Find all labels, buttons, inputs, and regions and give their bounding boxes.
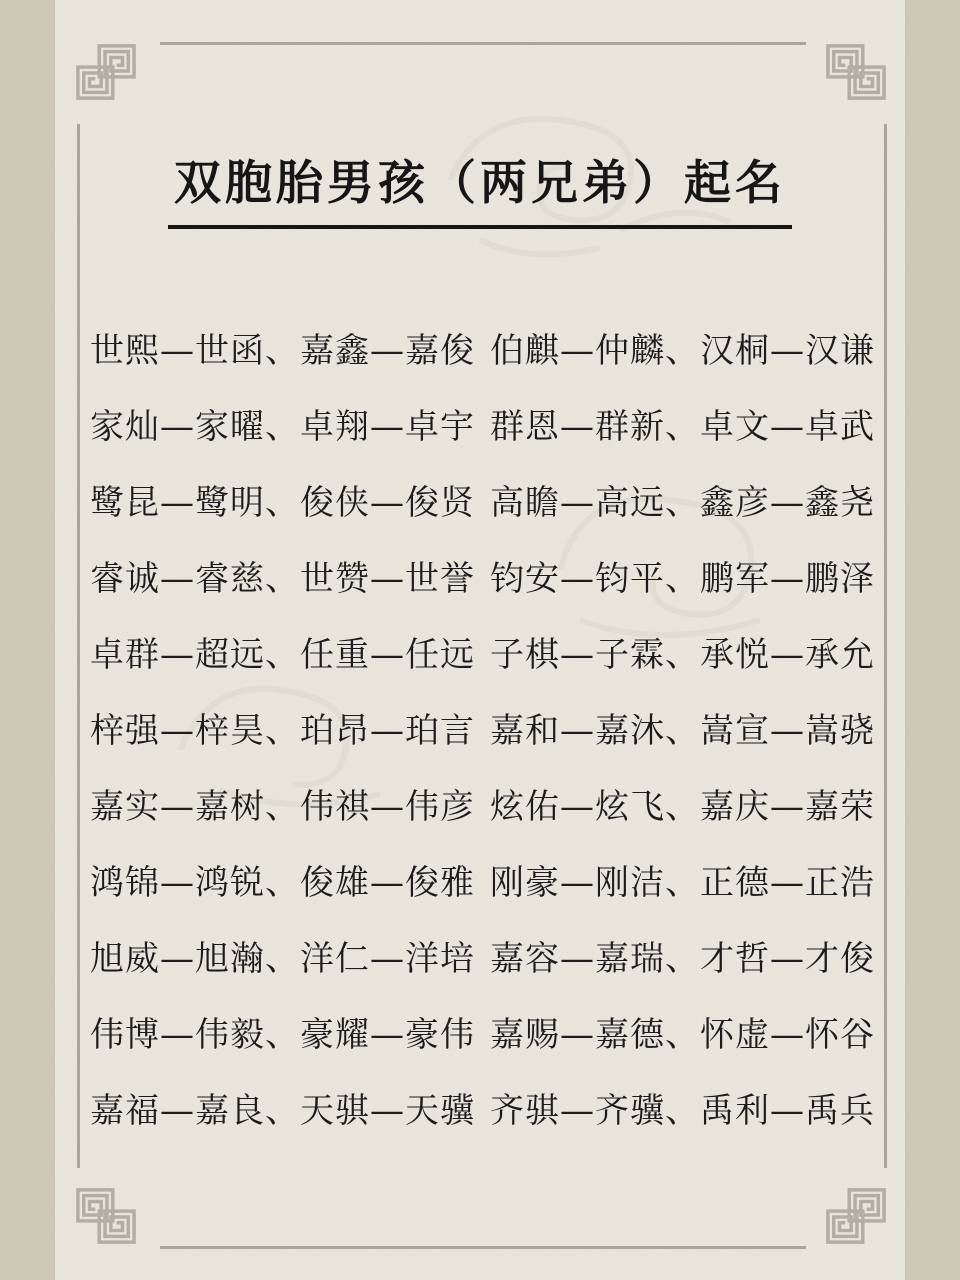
name-pair-row: 嘉赐—嘉德、怀虚—怀谷 bbox=[490, 1014, 875, 1055]
name-pair-row: 钧安—钧平、鹏军—鹏泽 bbox=[490, 558, 875, 599]
name-column-left bbox=[90, 309, 475, 1145]
name-pair-row: 家灿—家曜、卓翔—卓宇 bbox=[90, 406, 475, 447]
name-pair-row: 群恩—群新、卓文—卓武 bbox=[490, 406, 875, 447]
frame-border-right bbox=[884, 124, 887, 1168]
name-pair-row: 齐骐—齐骥、禹利—禹兵 bbox=[490, 1090, 875, 1131]
corner-fret-ornament-icon bbox=[824, 42, 888, 102]
page-title: 双胞胎男孩（两兄弟）起名 bbox=[168, 146, 792, 229]
name-pair-row: 旭威—旭瀚、洋仁—洋培 bbox=[90, 938, 475, 979]
name-pair-row: 嘉实—嘉树、伟祺—伟彦 bbox=[90, 786, 475, 827]
title-container bbox=[0, 146, 960, 229]
corner-fret-ornament-icon bbox=[824, 1186, 888, 1246]
name-column-right bbox=[490, 309, 875, 1145]
name-pair-row: 嘉福—嘉良、天骐—天骥 bbox=[90, 1090, 475, 1131]
corner-fret-ornament-icon bbox=[74, 42, 138, 102]
name-pair-row: 伟博—伟毅、豪耀—豪伟 bbox=[90, 1014, 475, 1055]
name-pair-row: 梓强—梓昊、珀昂—珀言 bbox=[90, 710, 475, 751]
corner-fret-ornament-icon bbox=[74, 1186, 138, 1246]
name-pair-row: 炫佑—炫飞、嘉庆—嘉荣 bbox=[490, 786, 875, 827]
name-pair-row: 鸿锦—鸿锐、俊雄—俊雅 bbox=[90, 862, 475, 903]
name-pair-row: 卓群—超远、任重—任远 bbox=[90, 634, 475, 675]
frame-border-left bbox=[77, 124, 80, 1168]
name-pair-row: 世熙—世函、嘉鑫—嘉俊 bbox=[90, 330, 475, 371]
frame-border-bottom bbox=[160, 1246, 806, 1249]
name-pair-row: 嘉容—嘉瑞、才哲—才俊 bbox=[490, 938, 875, 979]
name-pair-row: 刚豪—刚洁、正德—正浩 bbox=[490, 862, 875, 903]
frame-border-top bbox=[160, 42, 806, 45]
name-pair-row: 鹭昆—鹭明、俊侠—俊贤 bbox=[90, 482, 475, 523]
name-pair-row: 嘉和—嘉沐、嵩宣—嵩骁 bbox=[490, 710, 875, 751]
name-pair-row: 睿诚—睿慈、世赞—世誉 bbox=[90, 558, 475, 599]
name-pair-row: 子棋—子霖、承悦—承允 bbox=[490, 634, 875, 675]
name-pair-row: 伯麒—仲麟、汉桐—汉谦 bbox=[490, 330, 875, 371]
name-pair-row: 高瞻—高远、鑫彦—鑫尧 bbox=[490, 482, 875, 523]
